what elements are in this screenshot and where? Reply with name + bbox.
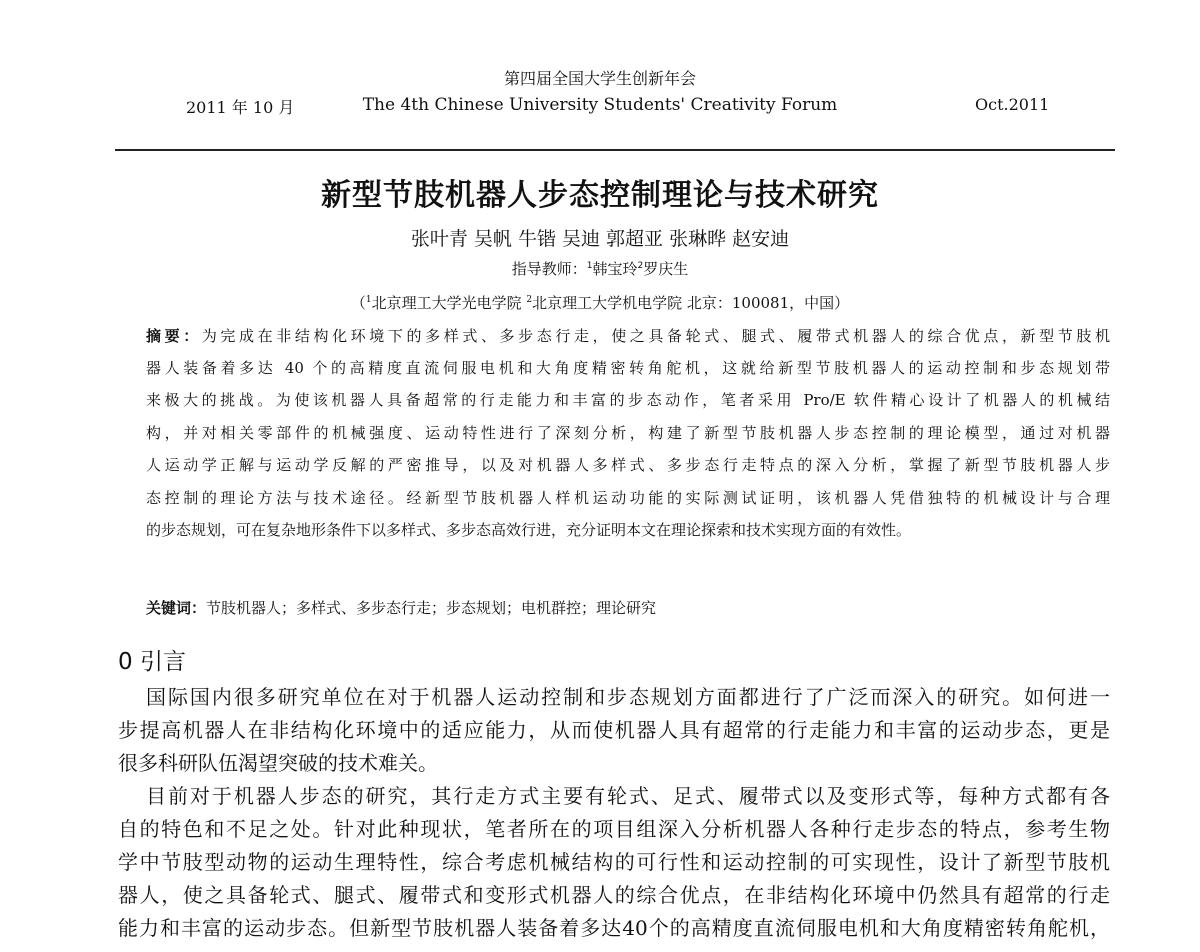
body-line: 自的特色和不足之处。针对此种现状，笔者所在的项目组深入分析机器人各种行走步态的特点，参考生物: [118, 817, 1110, 841]
body-line: 器人，使之具备轮式、腿式、履带式和变形式机器人的综合优点，在非结构化环境中仍然具有超常的行走: [118, 883, 1110, 907]
abstract-line: 来极大的挑战。为使该机器人具备超常的行走能力和丰富的步态动作，笔者采用 Pro/E 软件精心设计了机器人的机械结: [146, 391, 1110, 409]
advisor: 罗庆生: [643, 260, 689, 278]
abstract-line: [146, 325, 1110, 347]
section-heading: 0 引言: [118, 649, 186, 675]
footnote-mark: 1: [586, 261, 593, 271]
keywords: [146, 597, 656, 618]
advisor: 韩宝玲: [592, 260, 638, 278]
affiliations: [0, 292, 1200, 313]
abstract-text: 为完成在非结构化环境下的多样式、多步态行走，使之具备轮式、腿式、履带式机器人的综合优点，新型节肢机: [201, 327, 1110, 345]
conference-name-cn: 第四届全国大学生创新年会: [503, 69, 696, 88]
abstract-line: 的步态规划，可在复杂地形条件下以多样式、多步态高效行进，充分证明本文在理论探索和技术实现方面的有效性。: [146, 521, 912, 539]
abstract-label: 摘要：: [146, 327, 202, 345]
abstract-line: 构，并对相关零部件的机械强度、运动特性进行了深刻分析，构建了新型节肢机器人步态控制的理论模型，通过对机器: [146, 424, 1110, 442]
affiliation: 北京理工大学机电学院 北京：100081，中国）: [532, 294, 850, 312]
abstract-line: 人运动学正解与运动学反解的严密推导，以及对机器人多样式、多步态行走特点的深入分析，掌握了新型节肢机器人步: [146, 456, 1110, 474]
paper-title: 新型节肢机器人步态控制理论与技术研究: [321, 178, 879, 213]
abstract-line: 器人装备着多达 40 个的高精度直流伺服电机和大角度精密转角舵机，这就给新型节肢机器人的运动控制和步态规划带: [146, 359, 1110, 377]
keywords-text: 节肢机器人；多样式、多步态行走；步态规划；电机群控；理论研究: [206, 599, 657, 617]
body-line: 能力和丰富的运动步态。但新型节肢机器人装备着多达40个的高精度直流伺服电机和大角度精密转角舵机，: [118, 916, 1110, 940]
authors: 张叶青 吴帆 牛锴 吴迪 郭超亚 张琳晔 赵安迪: [410, 228, 790, 250]
body-line: 步提高机器人在非结构化环境中的适应能力，从而使机器人具有超常的行走能力和丰富的运动步态，更是: [118, 718, 1110, 742]
advisors: [0, 258, 1200, 279]
advisor-label: 指导教师：: [511, 260, 587, 278]
body-line: 很多科研队伍渴望突破的技术难关。: [118, 751, 438, 775]
footnote-mark: 2: [526, 295, 533, 305]
conference-name-en: The 4th Chinese University Students' Creativity Forum: [362, 95, 838, 115]
body-line: 学中节肢型动物的运动生理特性，综合考虑机械结构的可行性和运动控制的可实现性，设计了新型节肢机: [118, 850, 1110, 874]
affiliation: 北京理工大学光电学院: [371, 294, 527, 312]
keywords-label: 关键词：: [146, 599, 207, 617]
body-line: 目前对于机器人步态的研究，其行走方式主要有轮式、足式、履带式以及变形式等，每种方式都有各: [146, 784, 1110, 808]
body-line: 国际国内很多研究单位在对于机器人运动控制和步态规划方面都进行了广泛而深入的研究。如何进一: [146, 685, 1110, 709]
header-rule: [115, 149, 1115, 151]
abstract-line: 态控制的理论方法与技术途径。经新型节肢机器人样机运动功能的实际测试证明，该机器人凭借独特的机械设计与合理: [146, 489, 1110, 507]
header-date-cn: 2011 年 10 月: [186, 98, 295, 117]
footnote-mark: 1: [365, 295, 372, 305]
header-date-en: Oct.2011: [975, 95, 1050, 114]
paren: （: [350, 294, 366, 312]
footnote-mark: 2: [637, 261, 644, 271]
